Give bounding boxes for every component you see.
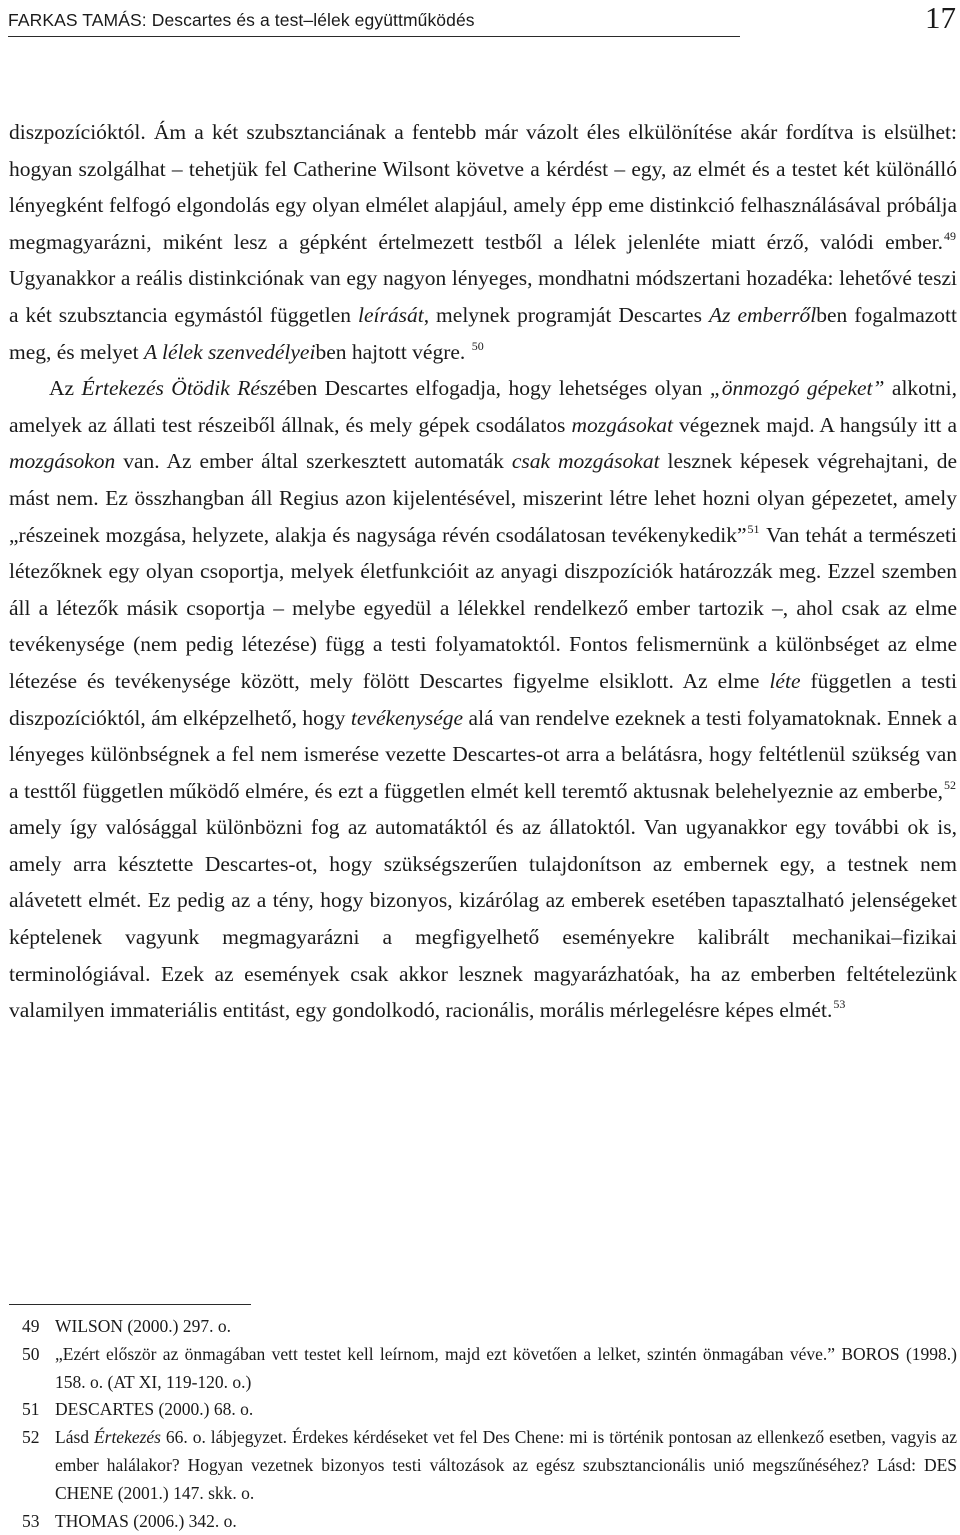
text-run: lesznek képesek végrehajtani, de mást nem. Ez összhangban áll Regius azon kijelentésével, miszerint létre lehet hozni olyan gépezetet, amely „részeinek mozgása, helyzete, alakja és nagysága révén csodálatosan tevékenykedik” [9,449,957,547]
footnote-number: 50 [22,1343,40,1364]
footnote-ref-52[interactable]: 52 [944,777,956,792]
footnote-ref-50[interactable]: 50 [471,338,484,353]
footnote-53 [9,1508,957,1535]
italic-run: mozgásokon [9,449,116,474]
footnote-number: 51 [22,1399,40,1420]
footnote-49 [9,1313,957,1341]
italic-run: Értekezés Ötödik Rész [81,376,277,401]
page-number: 17 [925,0,956,35]
text-run: ben hajtott végre. [315,339,471,364]
text-run: ében Descartes elfogadja, hogy lehetséges olyan [276,376,710,401]
footnote-number: 52 [22,1427,40,1448]
italic-run: mozgásokat [571,412,673,437]
footnote-ref-49[interactable]: 49 [944,228,956,243]
footnote-ref-51[interactable]: 51 [747,521,760,536]
footnote-ref-53[interactable]: 53 [833,997,846,1012]
footnotes [9,1313,957,1535]
text-run: diszpozícióktól. Ám a két szubsztanciának a fentebb már vázolt éles elkülönítése akár fordítva is elsülhet: hogyan szolgálhat – tehetjük fel Catherine Wilsont követve a kérdést – egy, az elmét és a testet két különálló lényegként felfogó elgondolás egy olyan elmélet alapjául, amely épp eme distinkció felhasználásával próbálja megmagyarázni, miként lesz a gépként értelmezett testből a lélek jelenléte miatt érző, valódi ember. [9,120,957,254]
footnote-number: 53 [22,1510,40,1531]
text-run: van. Az ember által szerkesztett automaták [115,449,512,474]
text-run: amely így valósággal különbözni fog az automatáktól és az állatoktól. Van ugyanakkor egy további ok is, amely arra késztette Descartes-ot, hogy szükségszerűen tulajdonítson az embernek egy, a testnek nem alávetett elmét. Ez pedig az a tény, hogy bizonyos, kizárólag az emberek esetében tapasztalható jelenségeket képtelenek vagyunk megmagyarázni a megfigyelhető eseményekre kalibrált mechanikai–fizikai terminológiával. Ezek az események csak akkor lesznek magyarázhatóak, ha az emberben feltételezünk valamilyen immateriális entitást, egy gondolkodó, racionális, morális mérlegelésre képes elmét. [9,815,957,1023]
italic-run: A lélek szenvedélyei [143,339,316,364]
text-run: ben fogalmazott meg, és melyet [9,302,957,364]
footnote-text: DESCARTES (2000.) 68. o. [55,1399,254,1420]
running-title: FARKAS TAMÁS: Descartes és a test–lélek együttműködés [8,10,475,30]
italic-run: leírását [357,302,424,327]
footnote-52 [9,1424,957,1507]
footnote-51 [9,1396,957,1424]
footnote-text: WILSON (2000.) 297. o. [55,1316,231,1336]
text-run: független a testi diszpozícióktól, ám elképzelhető, hogy [9,668,957,730]
running-header [8,6,740,37]
footnote-text: THOMAS (2006.) 342. o. [55,1510,237,1531]
main-text [9,114,957,1029]
text-run: Lásd [55,1427,94,1448]
italic-run: „önmozgó gépeket” [709,376,885,401]
paragraph-2 [9,370,957,1029]
text-run: Ugyanakkor a reális distinkciónak van egy nagyon lényeges, mondhatni módszertani hozadéka: lehetővé teszi a két szubsztancia egymástól független [9,266,957,327]
paragraph-1 [9,114,957,370]
text-run: Van tehát a természeti létezőknek egy olyan csoportja, melyek életfunkcióit az anyagi diszpozíciók határozzák meg. Ezzel szemben áll a létezők másik csoportja – melybe egyedül a lélekkel rendelkező ember tartozik –, ahol csak az elme tevékenysége (nem pedig létezése) függ a testi folyamatoktól. Fontos felismernünk a különbséget az elme létezése és tevékenysége között, mely fölött Descartes figyelme elsiklott. Az elme [9,522,957,693]
footnote-text [55,1427,957,1503]
footnote-text: „Ezért először az önmagában vett testet kell leírnom, majd ezt követően a lelket, szintén önmagában véve.” BOROS (1998.) 158. o. (AT XI, 119-120. o.) [55,1343,957,1392]
text-run: Az [49,376,82,401]
italic-run: Az emberről [708,302,817,327]
italic-run: tevékenysége [350,705,464,730]
text-run: végeznek majd. A hangsúly itt a [672,412,957,437]
footnote-50 [9,1341,957,1397]
footnote-divider [9,1304,251,1305]
text-run: alá van rendelve ezeknek a testi folyamatoknak. Ennek a lényeges különbségnek a fel nem ismerése vezette Descartes-ot arra a belátásra, hogy feltétlenül szükség van a testtől független működő elmére, és ezt a független elmét kell teremtő aktusnak belehelyeznie az emberbe, [9,705,957,803]
text-run: , melynek programját Descartes [423,302,709,327]
italic-run: Értekezés [93,1427,161,1448]
footnote-number: 49 [22,1316,40,1336]
italic-run: léte [769,668,801,693]
text-run: 66. o. lábjegyzet. Érdekes kérdéseket vet fel Des Chene: mi is történik pontosan az ellenkező esetben, vagyis az ember halálakor? Hogyan vezetnek bizonyos testi változások az egész szubsztancionális unió megszűnéséhez? Lásd: DES CHENE (2001.) 147. skk. o. [55,1427,957,1503]
text-run: alkotni, amelyek az állati test részeiből állnak, és mely gépek csodálatos [9,376,957,437]
italic-run: csak mozgásokat [511,449,660,474]
